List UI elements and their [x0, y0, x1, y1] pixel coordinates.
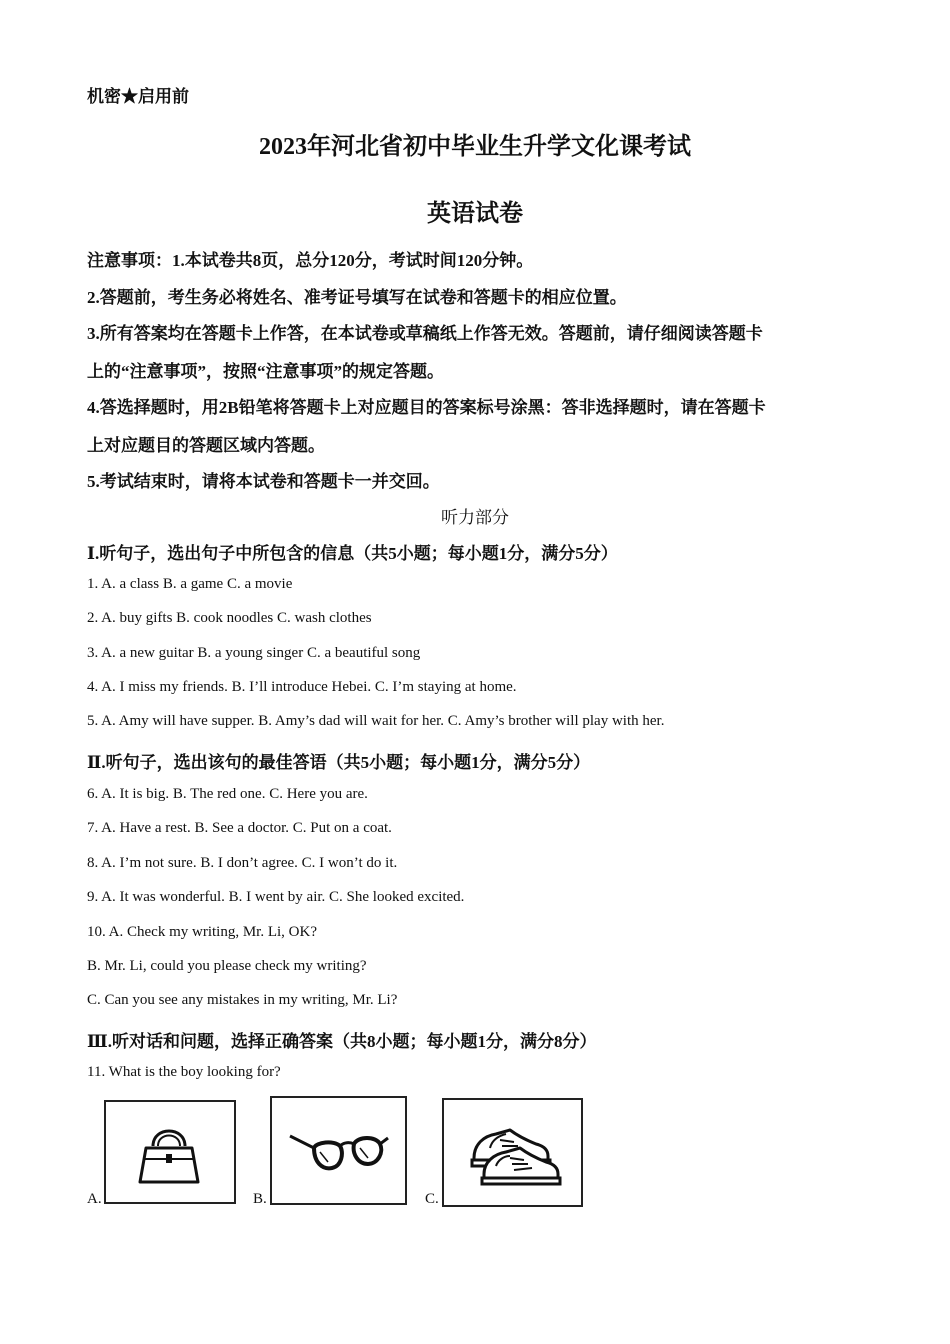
- handbag-icon: [106, 1102, 234, 1202]
- option-c-label: C.: [425, 1191, 439, 1207]
- question-10-option-c: C. Can you see any mistakes in my writing, Mr. Li?: [87, 992, 398, 1008]
- question-7: 7. A. Have a rest. B. See a doctor. C. Put on a coat.: [87, 820, 392, 836]
- question-2: 2. A. buy gifts B. cook noodles C. wash clothes: [87, 610, 372, 626]
- note-3-cont: 上的“注意事项”，按照“注意事项”的规定答题。: [87, 362, 444, 381]
- question-10: 10. A. Check my writing, Mr. Li, OK?: [87, 924, 317, 940]
- question-6: 6. A. It is big. B. The red one. C. Here you are.: [87, 786, 368, 802]
- option-b-picture: [270, 1096, 407, 1205]
- section1-heading: Ⅰ.听句子，选出句子中所包含的信息（共5小题；每小题1分，满分5分）: [87, 544, 618, 563]
- confidential-mark: 机密★启用前: [87, 87, 189, 106]
- question-8: 8. A. I’m not sure. B. I don’t agree. C. I won’t do it.: [87, 855, 398, 871]
- part-title: 听力部分: [441, 508, 509, 527]
- note-5: 5.考试结束时，请将本试卷和答题卡一并交回。: [87, 472, 440, 491]
- section2-heading: Ⅱ.听句子，选出该句的最佳答语（共5小题；每小题1分，满分5分）: [87, 753, 591, 772]
- question-11: 11. What is the boy looking for?: [87, 1064, 281, 1080]
- option-c-picture: [442, 1098, 583, 1207]
- option-b-label: B.: [253, 1191, 267, 1207]
- question-5: 5. A. Amy will have supper. B. Amy’s dad will wait for her. C. Amy’s brother will play with her.: [87, 713, 665, 729]
- note-4-cont: 上对应题目的答题区域内答题。: [87, 436, 325, 455]
- question-3: 3. A. a new guitar B. a young singer C. a beautiful song: [87, 645, 421, 661]
- note-2: 2.答题前，考生务必将姓名、准考证号填写在试卷和答题卡的相应位置。: [87, 288, 627, 307]
- glasses-icon: [272, 1098, 405, 1203]
- option-a-label: A.: [87, 1191, 102, 1207]
- question-1: 1. A. a class B. a game C. a movie: [87, 576, 293, 592]
- note-4: 4.答选择题时，用2B铅笔将答题卡上对应题目的答案标号涂黑：答非选择题时，请在答题卡: [87, 398, 766, 417]
- exam-subtitle: 英语试卷: [427, 201, 523, 227]
- option-a-picture: [104, 1100, 236, 1204]
- note-3: 3.所有答案均在答题卡上作答，在本试卷或草稿纸上作答无效。答题前，请仔细阅读答题卡: [87, 324, 763, 343]
- sneakers-icon: [444, 1100, 581, 1205]
- section3-heading: Ⅲ.听对话和问题，选择正确答案（共8小题；每小题1分，满分8分）: [87, 1032, 597, 1051]
- question-10-option-b: B. Mr. Li, could you please check my writing?: [87, 958, 367, 974]
- question-9: 9. A. It was wonderful. B. I went by air. C. She looked excited.: [87, 889, 465, 905]
- note-1: 注意事项：1.本试卷共8页，总分120分，考试时间120分钟。: [87, 251, 534, 270]
- exam-title: 2023年河北省初中毕业生升学文化课考试: [259, 134, 691, 160]
- question-4: 4. A. I miss my friends. B. I’ll introduce Hebei. C. I’m staying at home.: [87, 679, 517, 695]
